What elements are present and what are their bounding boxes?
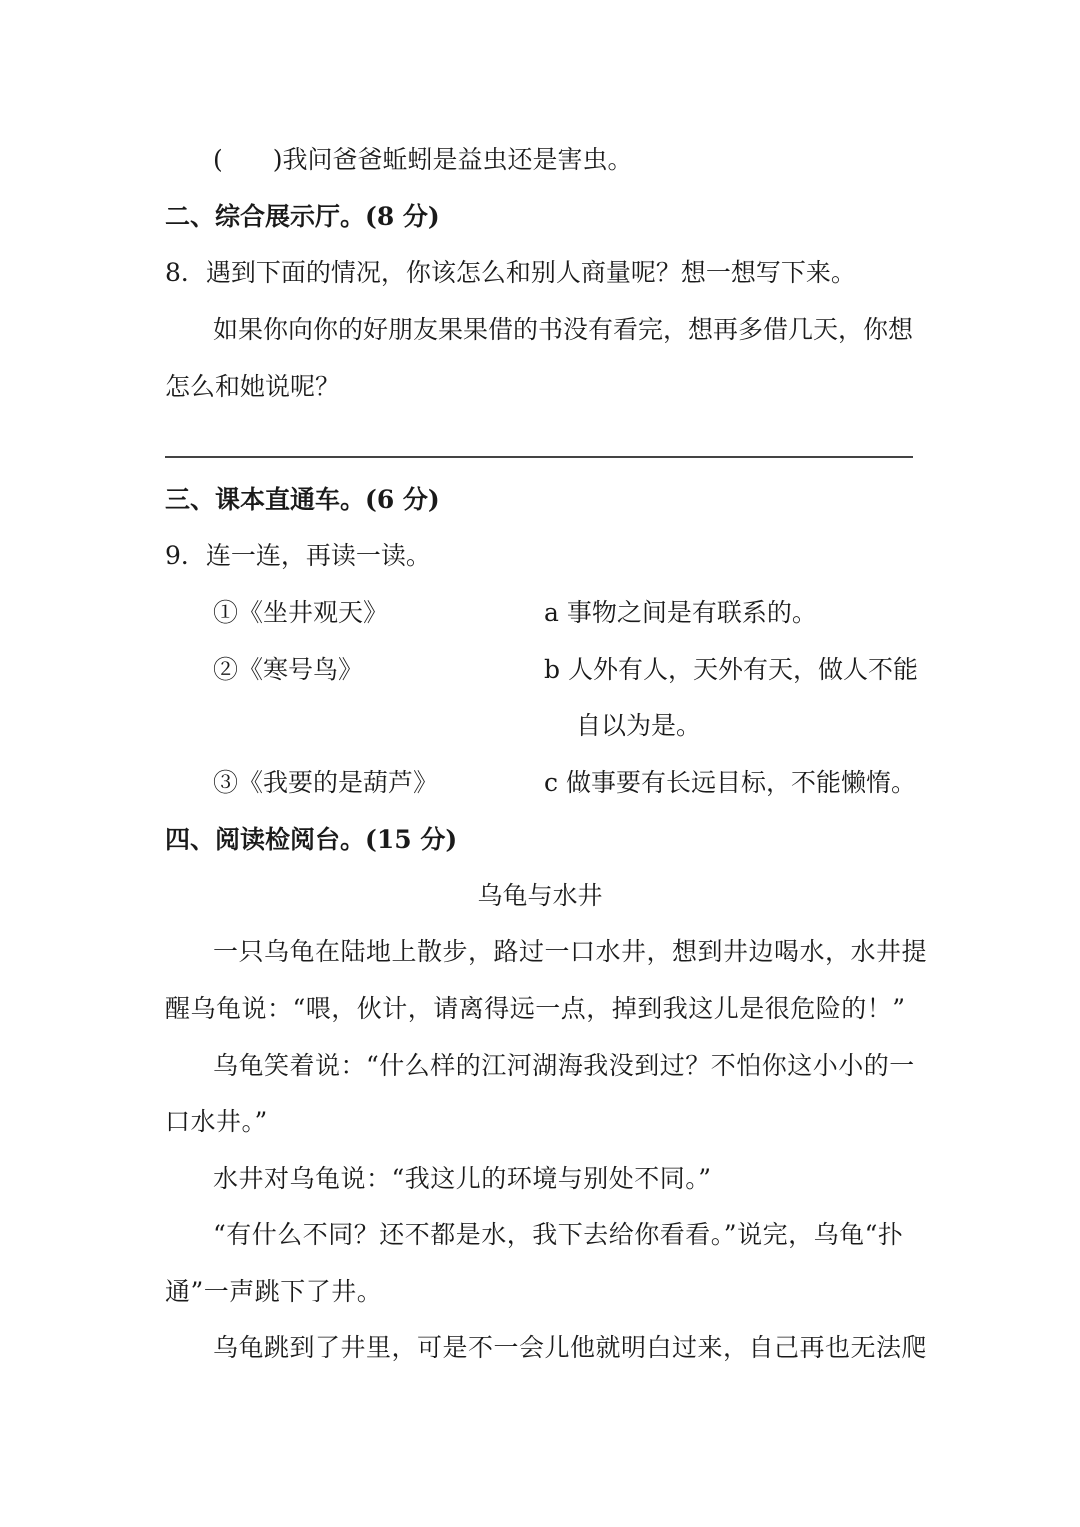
q8-scenario-line-1: 如果你向你的好朋友果果借的书没有看完，想再多借几天，你想 (213, 315, 914, 344)
q9-right-item-c[interactable]: c 做事要有长远目标，不能懒惰。 (544, 768, 916, 797)
q9-right-item-b[interactable]: b 人外有人，天外有天，做人不能 (544, 655, 918, 684)
q9-right-item-a[interactable]: a 事物之间是有联系的。 (544, 598, 817, 627)
q9-left-item-2[interactable]: ②《寒号鸟》 (213, 655, 364, 684)
q9-left-item-1[interactable]: ①《坐井观天》 (213, 598, 389, 627)
section-2-heading: 二、综合展示厅。(8 分) (165, 202, 440, 231)
story-line: 一只乌龟在陆地上散步，路过一口水井，想到井边喝水，水井提 (213, 937, 928, 966)
answer-line[interactable] (165, 456, 913, 458)
story-line: 乌龟跳到了井里，可是不一会儿他就明白过来，自己再也无法爬 (213, 1333, 928, 1362)
story-line: 通”一声跳下了井。 (165, 1277, 383, 1306)
q9-right-item-b-cont[interactable]: 自以为是。 (576, 711, 702, 740)
q8-prompt: 8．遇到下面的情况，你该怎么和别人商量呢？想一想写下来。 (165, 258, 856, 287)
q7-statement: ( )我问爸爸蚯蚓是益虫还是害虫。 (213, 145, 633, 174)
section-3-heading: 三、课本直通车。(6 分) (165, 485, 440, 514)
story-title: 乌龟与水井 (477, 881, 603, 910)
story-line: 水井对乌龟说：“我这儿的环境与别处不同。” (213, 1164, 712, 1193)
q8-scenario-line-2: 怎么和她说呢？ (165, 372, 341, 401)
story-line: “有什么不同？还不都是水，我下去给你看看。”说完，乌龟“扑 (213, 1220, 904, 1249)
story-line: 乌龟笑着说：“什么样的江河湖海我没到过？不怕你这小小的一 (213, 1051, 915, 1080)
story-line: 醒乌龟说：“喂，伙计，请离得远一点，掉到我这儿是很危险的！” (165, 994, 906, 1023)
q9-prompt: 9．连一连，再读一读。 (165, 541, 431, 570)
q9-left-item-3[interactable]: ③《我要的是葫芦》 (213, 768, 439, 797)
section-4-heading: 四、阅读检阅台。(15 分) (165, 825, 458, 854)
story-line: 口水井。” (165, 1107, 268, 1136)
